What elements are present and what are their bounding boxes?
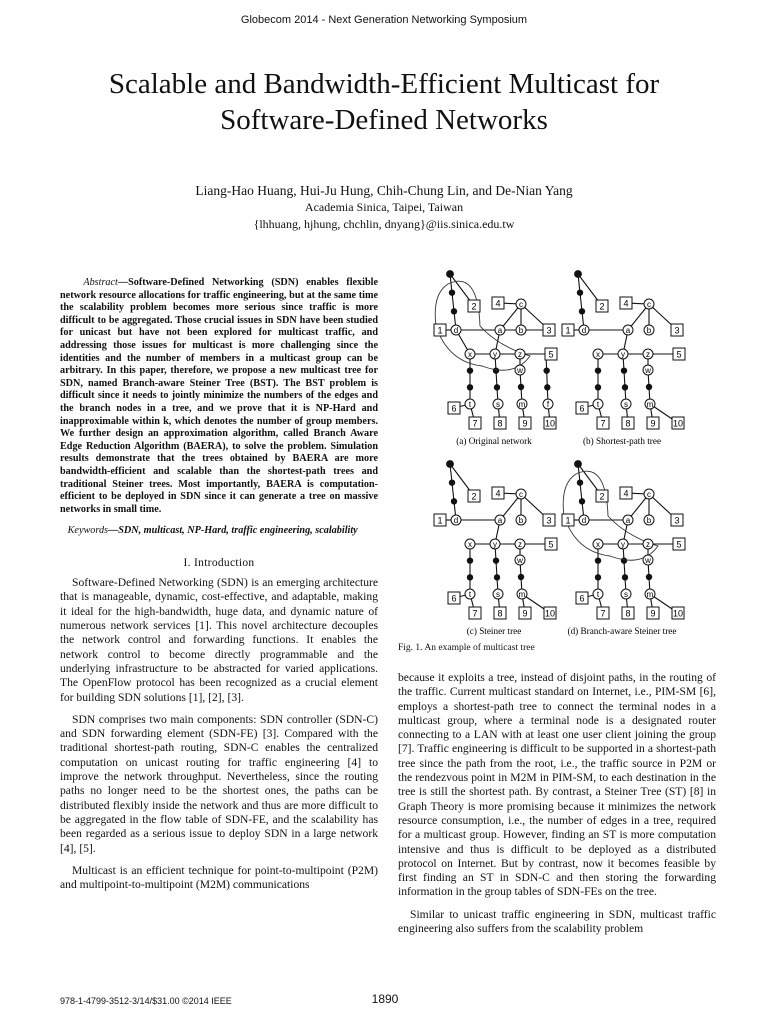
node-label: b (646, 516, 652, 525)
node-label: t (596, 590, 600, 599)
relay-node (449, 289, 455, 295)
abstract-label: Abstract (83, 277, 118, 288)
relay-node (621, 367, 627, 373)
terminal-label: 6 (451, 403, 457, 414)
node-label: s (624, 400, 628, 409)
subfigure-caption: (b) Shortest-path tree (582, 436, 662, 446)
relay-node (493, 557, 499, 563)
node-label: b (646, 326, 652, 335)
abstract (60, 277, 378, 516)
relay-node (575, 271, 582, 278)
terminal-label: 4 (623, 488, 629, 499)
terminal-label: 7 (472, 608, 478, 619)
paragraph: Similar to unicast traffic engineering in SDN, multicast traffic engineering also suffers from the scalability problem (398, 907, 716, 936)
node-label: c (647, 300, 651, 309)
node-label: x (468, 350, 472, 359)
node-label: m (646, 590, 654, 599)
node-label: m (518, 400, 526, 409)
relay-node (467, 574, 473, 580)
terminal-label: 3 (674, 515, 680, 526)
terminal-label: 9 (522, 418, 528, 429)
terminal-label: 10 (544, 608, 556, 619)
keywords-text: —SDN, multicast, NP-Hard, traffic engineering, scalability (108, 525, 358, 537)
terminal-label: 7 (600, 608, 606, 619)
subfigure-caption: (c) Steiner tree (466, 626, 522, 636)
relay-node (595, 367, 601, 373)
title-line-2: Software-Defined Networks (220, 104, 548, 136)
paragraph: Multicast is an efficient technique for point-to-multipoint (P2M) and multipoint-to-multipoint (M2M) communications (60, 863, 378, 892)
relay-node (494, 384, 500, 390)
node-label: c (519, 490, 523, 499)
terminal-label: 7 (472, 418, 478, 429)
copyright-line: 978-1-4799-3512-3/14/$31.00 ©2014 IEEE (60, 996, 232, 1006)
node-label: d (581, 516, 587, 525)
node-label: a (625, 516, 631, 525)
author-block (0, 182, 768, 233)
node-label: t (468, 590, 472, 599)
node-label: w (517, 556, 523, 565)
relay-node (544, 384, 550, 390)
diagram-panel (434, 271, 557, 446)
node-label: a (497, 326, 503, 335)
terminal-label: 4 (495, 298, 501, 309)
edge (495, 544, 498, 594)
terminal-label: 5 (548, 539, 554, 550)
terminal-label: 2 (599, 301, 605, 312)
node-label: z (646, 350, 650, 359)
relay-node (622, 574, 628, 580)
relay-node (575, 461, 582, 468)
diagram-panel (562, 461, 685, 636)
node-label: w (517, 366, 523, 375)
terminal-label: 1 (565, 515, 571, 526)
node-label: z (646, 540, 650, 549)
node-label: x (468, 540, 472, 549)
edge (495, 354, 498, 404)
node-label: b (518, 326, 524, 335)
node-label: d (453, 516, 459, 525)
terminal-label: 5 (676, 539, 682, 550)
node-label: w (645, 366, 651, 375)
edge (450, 464, 456, 520)
terminal-label: 1 (437, 325, 443, 336)
terminal-label: 5 (548, 349, 554, 360)
relay-node (595, 574, 601, 580)
node-label: x (596, 540, 600, 549)
node-label: s (624, 590, 628, 599)
terminal-label: 1 (565, 325, 571, 336)
node-label: s (496, 400, 500, 409)
edge (546, 354, 548, 404)
terminal-label: 8 (497, 418, 503, 429)
relay-node (467, 384, 473, 390)
paragraph: SDN comprises two main components: SDN controller (SDN-C) and SDN forwarding element (SDN-FE) [3]. Compared with the traditional shortest-path routing, SDN-C enables the centralized computation on unicast routing for traffic engineering [4] to improve the network throughput. Nevertheless, since the routing paths no longer need to be the shortest ones, the paths can be distributed flexibly inside the network and thus are more difficult to be aggregated in the flow table of SDN-FE, and the scalability has been regarded as a serious issue to deploy SDN in a large network [4], [5]. (60, 712, 378, 855)
relay-node (451, 308, 457, 314)
node-label: y (493, 350, 497, 359)
relay-node (579, 498, 585, 504)
node-label: d (581, 326, 587, 335)
node-label: s (496, 590, 500, 599)
paragraph: Software-Defined Networking (SDN) is an emerging architecture that is manageable, dynamic, cost-effective, and adaptable, making it ideal for the high-bandwidth, huge data, and dynamic nature of numerous network services [1]. This novel architecture decouples the network control and forwarding functions. It enables the network control to become directly programmable and the underlying infrastructure to be abstracted for varied applications. The OpenFlow protocol has been recognized as a crucial element for building SDN solutions [1], [2], [3]. (60, 576, 378, 704)
relay-node (579, 308, 585, 314)
node-label: f (546, 400, 550, 409)
right-column (398, 671, 716, 944)
node-label: d (453, 326, 459, 335)
affiliation: Academia Sinica, Taipei, Taiwan (304, 200, 464, 214)
page-number: 1890 (371, 992, 399, 1006)
node-label: b (518, 516, 524, 525)
terminal-label: 6 (579, 403, 585, 414)
node-label: a (497, 516, 503, 525)
node-label: y (621, 350, 625, 359)
relay-node (447, 271, 454, 278)
relay-node (467, 557, 473, 563)
terminal-label: 4 (623, 298, 629, 309)
terminal-label: 5 (676, 349, 682, 360)
keywords (60, 525, 378, 538)
figure-1 (418, 266, 718, 636)
terminal-label: 8 (625, 608, 631, 619)
node-label: y (493, 540, 497, 549)
relay-node (577, 289, 583, 295)
relay-node (518, 384, 524, 390)
node-label: y (621, 540, 625, 549)
relay-node (646, 384, 652, 390)
node-label: t (468, 400, 472, 409)
terminal-label: 10 (672, 608, 684, 619)
terminal-label: 2 (471, 491, 477, 502)
diagram-panel (562, 271, 685, 446)
node-label: t (596, 400, 600, 409)
relay-node (577, 479, 583, 485)
diagram-panel (434, 461, 557, 636)
edge (578, 274, 584, 330)
terminal-label: 9 (650, 608, 656, 619)
relay-node (449, 479, 455, 485)
node-label: c (647, 490, 651, 499)
relay-node (518, 574, 524, 580)
figure-caption: Fig. 1. An example of multicast tree (398, 643, 535, 653)
relay-node (646, 574, 652, 580)
subfigure-caption: (d) Branch-aware Steiner tree (567, 626, 677, 636)
left-column (60, 277, 378, 900)
edge (623, 354, 626, 404)
keywords-label: Keywords (67, 525, 109, 537)
node-label: z (518, 350, 522, 359)
conference-header: Globecom 2014 - Next Generation Networking Symposium (240, 14, 528, 26)
paper-title (0, 66, 768, 138)
node-label: a (625, 326, 631, 335)
terminal-label: 9 (650, 418, 656, 429)
terminal-label: 4 (495, 488, 501, 499)
edge (623, 544, 626, 594)
relay-node (543, 367, 549, 373)
node-label: z (518, 540, 522, 549)
author-names: Liang-Hao Huang, Hui-Ju Hung, Chih-Chung Lin, and De-Nian Yang (195, 183, 573, 198)
terminal-label: 9 (522, 608, 528, 619)
node-label: m (518, 590, 526, 599)
node-label: m (646, 400, 654, 409)
terminal-label: 10 (672, 418, 684, 429)
terminal-label: 3 (674, 325, 680, 336)
section-heading: I. Introduction (183, 556, 255, 569)
relay-node (595, 557, 601, 563)
node-label: x (596, 350, 600, 359)
paragraph: because it exploits a tree, instead of disjoint paths, in the routing of the traffic. Current multicast standard on Internet, i.e., PIM-SM [6], employs a shortest-path tree to connect the terminal nodes in a multicast group, where a terminal node is a designated router connecting to a LAN with at least one user client joining the group [7]. Traffic engineering is difficult to be supported in a shortest-path tree since the path from the root, i.e., the traffic source in P2M or the rendezvous point in M2M in PIM-SM, to each destination in the tree is still the shortest path. By contrast, a Steiner Tree (ST) [8] in Graph Theory is more promising because it minimizes the network resource consumption, i.e., the number of edges in a tree, required for a multicast group. However, finding an ST is more computation intensive and thus is difficult to be deployed as a distributed protocol on Internet. But by contrast, now it becomes feasible by first finding an ST in SDN-C and then storing the forwarding information in the group tables of SDN-FEs on the tree. (398, 671, 716, 899)
terminal-label: 10 (544, 418, 556, 429)
relay-node (621, 557, 627, 563)
author-emails: {lhhuang, hjhung, chchlin, dnyang}@iis.sinica.edu.tw (253, 217, 515, 231)
relay-node (451, 498, 457, 504)
node-label: c (519, 300, 523, 309)
terminal-label: 3 (546, 515, 552, 526)
network-diagrams (418, 266, 718, 636)
terminal-label: 8 (625, 418, 631, 429)
subfigure-caption: (a) Original network (456, 436, 532, 446)
abstract-text: —Software-Defined Networking (SDN) enables flexible network resource allocations for traffic engineering, but at the same time the scalability problem becomes more serious since traffic is more difficult to be aggregated. Those crucial issues in SDN have been studied for unicast but have not been explored for multicast traffic, and addressing those issues for multicast is more challenging since the identities and the number of members in a multicast group can be arbitrary. In this paper, therefore, we propose a new multicast tree for SDN, named Branch-aware Steiner Tree (BST). The BST problem is difficult since it needs to jointly minimize the numbers of the edges and the branch nodes in a tree, and we prove that it is NP-Hard and inapproximable within k, which denotes the number of group members. We further design an approximation algorithm, called Branch Aware Edge Reduction Algorithm (BAERA), to solve the problem. Simulation results demonstrate that the trees obtained by BAERA are more bandwidth-efficient and scalable than the shortest-path trees and traditional Steiner trees. Most importantly, BAERA is computation-efficient to be deployed in SDN since it can generate a tree on massive networks in small time. (60, 277, 378, 515)
terminal-label: 3 (546, 325, 552, 336)
relay-node (447, 461, 454, 468)
node-label: w (645, 556, 651, 565)
relay-node (622, 384, 628, 390)
relay-node (493, 367, 499, 373)
terminal-label: 2 (471, 301, 477, 312)
relay-node (595, 384, 601, 390)
relay-node (494, 574, 500, 580)
relay-node (467, 367, 473, 373)
title-line-1: Scalable and Bandwidth-Efficient Multicast for (108, 68, 660, 100)
terminal-label: 2 (599, 491, 605, 502)
terminal-label: 6 (579, 593, 585, 604)
terminal-label: 1 (437, 515, 443, 526)
terminal-label: 6 (451, 593, 457, 604)
terminal-label: 8 (497, 608, 503, 619)
terminal-label: 7 (600, 418, 606, 429)
